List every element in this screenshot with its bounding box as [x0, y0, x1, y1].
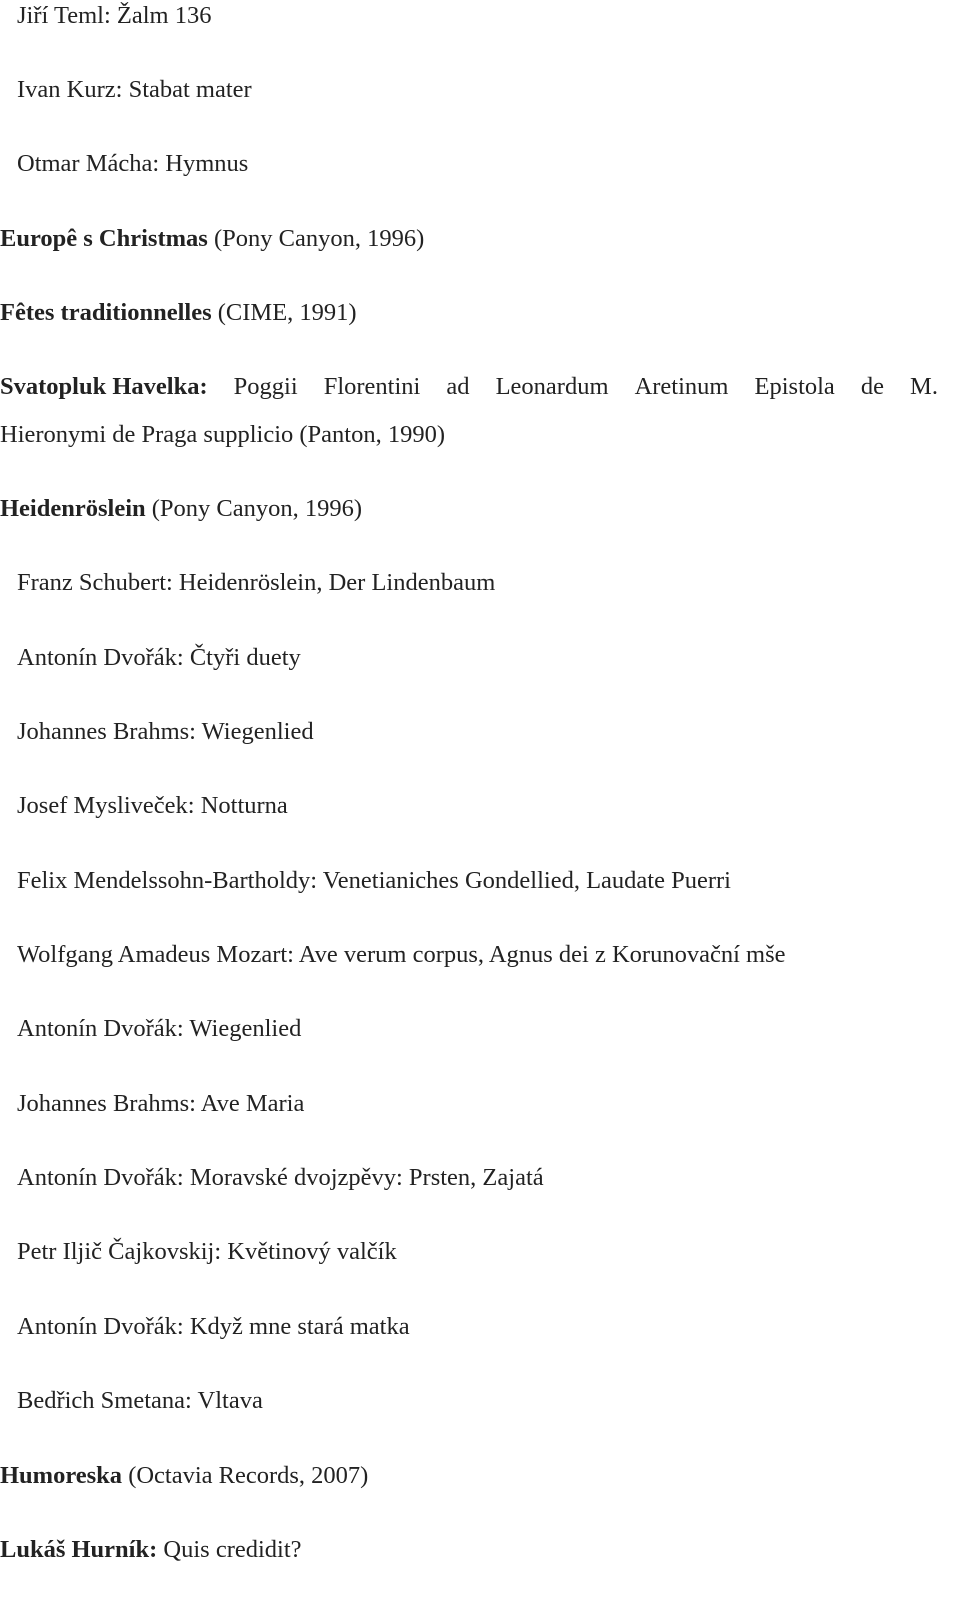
track-text: Wolfgang Amadeus Mozart: Ave verum corpus, Agnus dei z Korunovační mše	[17, 941, 786, 968]
album-heading	[0, 224, 424, 254]
track-line	[17, 940, 785, 970]
track-text: Felix Mendelssohn-Bartholdy: Venetianiches Gondellied, Laudate Puerri	[17, 867, 731, 894]
track-text: Antonín Dvořák: Když mne stará matka	[17, 1313, 410, 1340]
track-line	[17, 1237, 397, 1267]
track-text: Ivan Kurz: Stabat mater	[17, 76, 252, 103]
composer-heading	[0, 1535, 302, 1565]
track-line	[17, 643, 301, 673]
track-text: Johannes Brahms: Ave Maria	[17, 1090, 305, 1117]
title-word: de	[860, 373, 884, 400]
title-word: Leonardum	[495, 373, 609, 400]
album-publisher: (CIME, 1991)	[211, 299, 357, 326]
track-line	[17, 1386, 263, 1416]
composer-name: Lukáš Hurník:	[0, 1536, 158, 1563]
track-line	[17, 1014, 301, 1044]
album-publisher: (Pony Canyon, 1996)	[207, 225, 425, 252]
track-line	[17, 1, 212, 31]
album-publisher: (Octavia Records, 2007)	[122, 1462, 369, 1489]
track-line	[17, 1089, 304, 1119]
track-text: Jiří Teml: Žalm 136	[17, 2, 212, 29]
track-text: Antonín Dvořák: Čtyři duety	[17, 644, 301, 671]
title-word: ad	[446, 373, 470, 400]
album-heading	[0, 298, 357, 328]
work-title: Quis credidit?	[157, 1536, 302, 1563]
composer-name: Svatopluk Havelka:	[0, 373, 208, 400]
album-title: Heidenröslein	[0, 495, 146, 522]
album-publisher: (Pony Canyon, 1996)	[145, 495, 363, 522]
track-text: Bedřich Smetana: Vltava	[17, 1387, 263, 1414]
title-word: Florentini	[323, 373, 421, 400]
track-line	[17, 75, 252, 105]
track-line	[17, 1163, 544, 1193]
track-line	[17, 866, 731, 896]
track-line	[17, 149, 248, 179]
track-line	[17, 717, 314, 747]
album-title: Europê s Christmas	[0, 225, 208, 252]
title-word: Aretinum	[634, 373, 729, 400]
album-heading-continuation	[0, 420, 445, 450]
title-word: Epistola	[754, 373, 835, 400]
track-line	[17, 791, 288, 821]
track-text: Franz Schubert: Heidenröslein, Der Lindenbaum	[17, 569, 496, 596]
track-text: Antonín Dvořák: Wiegenlied	[17, 1015, 302, 1042]
title-continuation: Hieronymi de Praga supplicio (Panton, 1990)	[0, 421, 446, 448]
album-heading	[0, 494, 362, 524]
album-title: Humoreska	[0, 1462, 123, 1489]
track-line	[17, 1312, 410, 1342]
album-heading-justified	[0, 372, 938, 402]
track-text: Antonín Dvořák: Moravské dvojzpěvy: Prsten, Zajatá	[17, 1164, 544, 1191]
album-title: Fêtes traditionnelles	[0, 299, 212, 326]
title-word: M.	[910, 373, 938, 400]
title-word: Poggii	[233, 373, 298, 400]
track-text: Josef Mysliveček: Notturna	[17, 792, 288, 819]
track-text: Otmar Mácha: Hymnus	[17, 150, 249, 177]
track-text: Johannes Brahms: Wiegenlied	[17, 718, 314, 745]
album-heading	[0, 1461, 368, 1491]
track-line	[17, 568, 495, 598]
track-text: Petr Iljič Čajkovskij: Květinový valčík	[17, 1238, 397, 1265]
